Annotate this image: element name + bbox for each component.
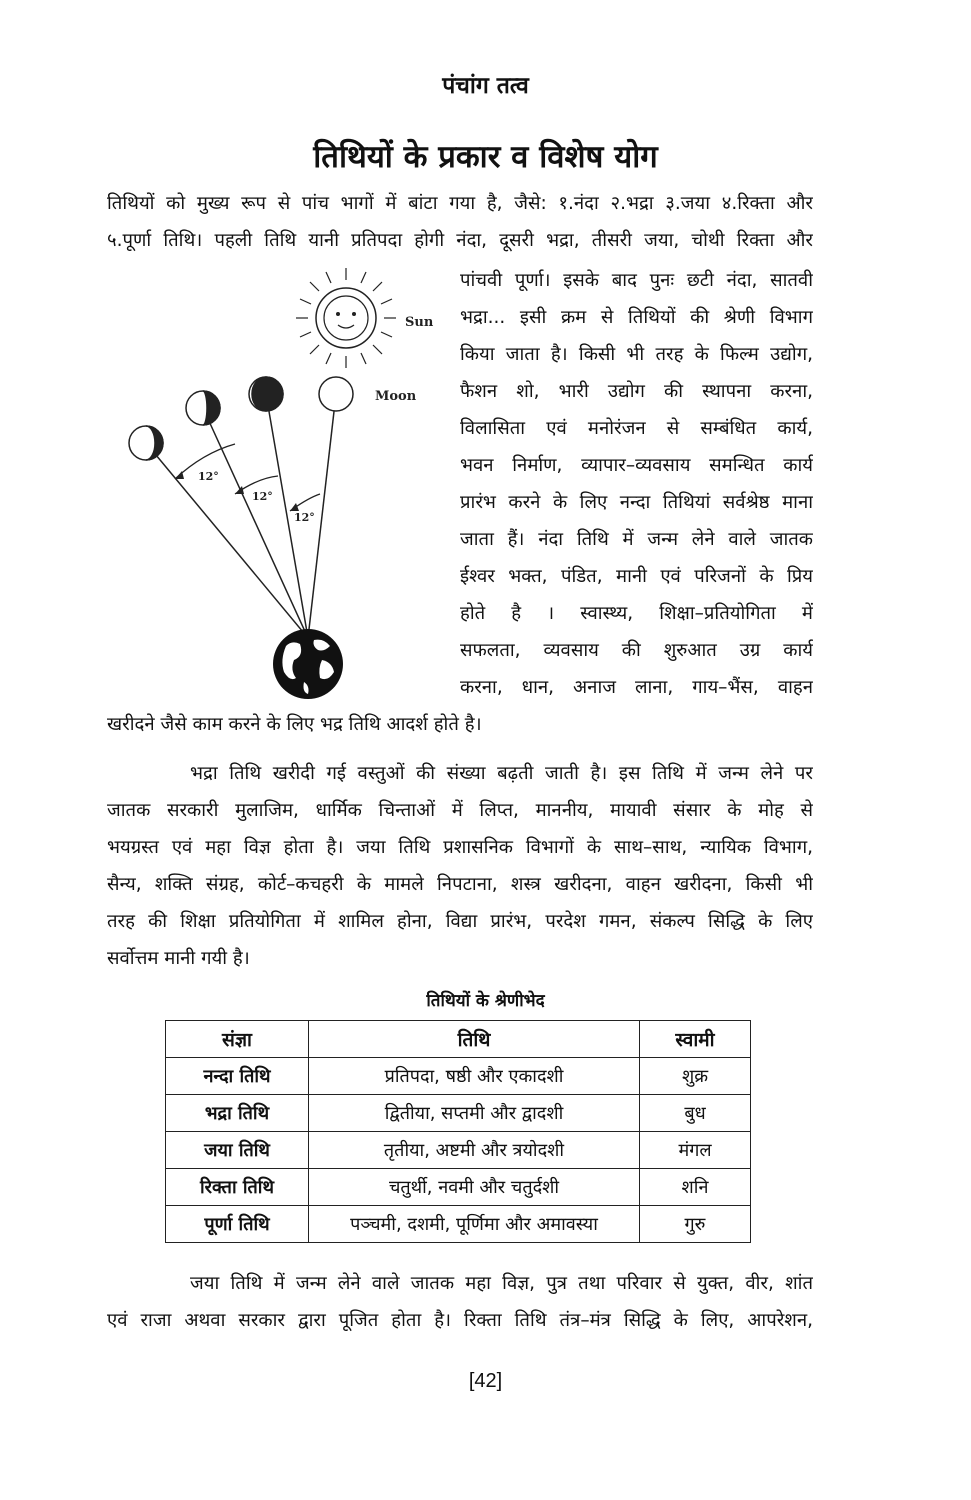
table-cell: रिक्ता तिथि <box>166 1169 309 1206</box>
table-caption: तिथियों के श्रेणीभेद <box>426 991 545 1011</box>
para1-wrap-line: प्रारंभ करने के लिए नन्दा तिथियां सर्वश्रेष्ठ माना <box>460 492 813 513</box>
table-cell: पूर्णा तिथि <box>166 1206 309 1243</box>
column-header: संज्ञा <box>166 1021 309 1058</box>
para3-line: जया तिथि में जन्म लेने वाले जातक महा विज्ञ, पुत्र तथा परिवार से युक्त, वीर, शांत <box>190 1273 813 1294</box>
sun-label: Sun <box>405 315 434 330</box>
sun-moon-earth-figure <box>118 268 438 708</box>
table-cell: मंगल <box>640 1132 751 1169</box>
angle-label: 12° <box>294 511 315 524</box>
angle-label: 12° <box>198 470 219 483</box>
table-row <box>166 1206 751 1243</box>
para1-wrap-line: भवन निर्माण, व्यापार–व्यवसाय समन्धित कार्य <box>460 455 813 476</box>
para1-line-1: तिथियों को मुख्य रूप से पांच भागों में बांटा गया है, जैसे: १.नंदा २.भद्रा ३.जया ४.रिक्ता और <box>107 193 813 214</box>
para3-line: एवं राजा अथवा सरकार द्वारा पूजित होता है। रिक्ता तिथि तंत्र–मंत्र सिद्धि के लिए, आपरेशन, <box>107 1310 813 1331</box>
para2-line: सर्वोत्तम मानी गयी है। <box>107 948 250 969</box>
para1-wrap-line: जाता हैं। नंदा तिथि में जन्म लेने वाले जातक <box>460 529 813 550</box>
para1-wrap-line: होते है । स्वास्थ्य, शिक्षा–प्रतियोगिता में <box>460 603 813 624</box>
para2-line: भयग्रस्त एवं महा विज्ञ होता है। जया तिथि प्रशासनिक विभागों के साथ–साथ, न्यायिक विभाग, <box>107 837 813 858</box>
table-cell: भद्रा तिथि <box>166 1095 309 1132</box>
table-row <box>166 1095 751 1132</box>
table-cell: प्रतिपदा, षष्ठी और एकादशी <box>309 1058 640 1095</box>
para1-wrap-line: विलासिता एवं मनोरंजन से सम्बंधित कार्य, <box>460 418 813 439</box>
page-title: तिथियों के प्रकार व विशेष योग <box>313 139 658 175</box>
table-cell: द्वितीया, सप्तमी और द्वादशी <box>309 1095 640 1132</box>
table-cell: जया तिथि <box>166 1132 309 1169</box>
para1-line-2: ५.पूर्णा तिथि। पहली तिथि यानी प्रतिपदा होगी नंदा, दूसरी भद्रा, तीसरी जया, चोथी रिक्ता और <box>107 230 813 251</box>
column-header: स्वामी <box>640 1021 751 1058</box>
running-header: पंचांग तत्व <box>442 73 529 99</box>
para1-wrap-line: भद्रा... इसी क्रम से तिथियों की श्रेणी विभाग <box>460 307 813 328</box>
table-cell: शनि <box>640 1169 751 1206</box>
para1-wrap-line: पांचवी पूर्णा। इसके बाद पुनः छटी नंदा, सातवी <box>460 270 813 291</box>
table-cell: शुक्र <box>640 1058 751 1095</box>
sun-icon <box>296 268 396 368</box>
table-cell: चतुर्थी, नवमी और चतुर्दशी <box>309 1169 640 1206</box>
angle-label: 12° <box>252 490 273 503</box>
para2-line: सैन्य, शक्ति संग्रह, कोर्ट–कचहरी के मामले निपटाना, शस्त्र खरीदना, वाहन खरीदना, किसी भी <box>107 874 813 895</box>
table-cell: पञ्चमी, दशमी, पूर्णिमा और अमावस्या <box>309 1206 640 1243</box>
table-header-row <box>166 1021 751 1058</box>
moon-label: Moon <box>375 389 417 404</box>
table-row <box>166 1132 751 1169</box>
table-cell: बुध <box>640 1095 751 1132</box>
table-cell: नन्दा तिथि <box>166 1058 309 1095</box>
moon-phases-icon <box>129 377 353 460</box>
para1-wrap-line: करना, धान, अनाज लाना, गाय–भैंस, वाहन <box>460 677 813 698</box>
para2-line: भद्रा तिथि खरीदी गई वस्तुओं की संख्या बढ़ती जाती है। इस तिथि में जन्म लेने पर <box>190 763 813 784</box>
para1-wrap-line: ईश्वर भक्त, पंडित, मानी एवं परिजनों के प्रिय <box>460 566 813 587</box>
column-header: तिथि <box>309 1021 640 1058</box>
para1-wrap-line: फैशन शो, भारी उद्योग की स्थापना करना, <box>460 381 813 402</box>
tithi-table <box>165 1020 751 1243</box>
table-row <box>166 1058 751 1095</box>
page-number: [42] <box>468 1370 503 1392</box>
table-cell: गुरु <box>640 1206 751 1243</box>
para1-end-line: खरीदने जैसे काम करने के लिए भद्र तिथि आदर्श होते है। <box>107 714 482 735</box>
table-row <box>166 1169 751 1206</box>
table-cell: तृतीया, अष्टमी और त्रयोदशी <box>309 1132 640 1169</box>
para1-wrap-line: सफलता, व्यवसाय की शुरुआत उग्र कार्य <box>460 640 813 661</box>
para2-line: जातक सरकारी मुलाजिम, धार्मिक चिन्ताओं में लिप्त, माननीय, मायावी संसार के मोह से <box>107 800 813 821</box>
para2-line: तरह की शिक्षा प्रतियोगिता में शामिल होना, विद्या प्रारंभ, परदेश गमन, संकल्प सिद्धि के लिए <box>107 911 813 932</box>
para1-wrap-line: किया जाता है। किसी भी तरह के फिल्म उद्योग, <box>460 344 813 365</box>
earth-icon <box>273 629 343 699</box>
